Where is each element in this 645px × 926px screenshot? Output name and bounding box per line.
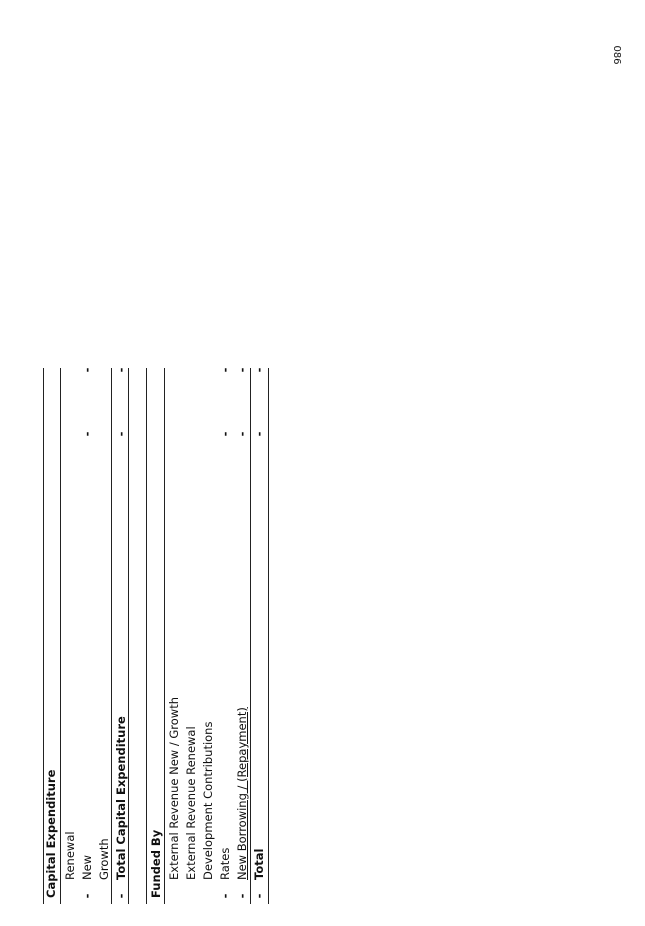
row-value-2: - — [114, 367, 128, 373]
rule-funding-heading — [164, 368, 165, 904]
row-marker: - — [252, 893, 266, 899]
row-value-1: - — [114, 431, 128, 437]
row-value-2: - — [218, 367, 232, 373]
row-label: Total — [252, 848, 266, 880]
row-label: Total Capital Expenditure — [114, 716, 128, 880]
row-value-1: - — [218, 431, 232, 437]
row-label: External Revenue New / Growth — [167, 696, 181, 880]
table-row — [166, 368, 183, 904]
table-row — [183, 368, 200, 904]
row-value-1: - — [80, 431, 94, 437]
table-row — [62, 368, 79, 904]
table-row — [234, 368, 251, 904]
row-label: Rates — [218, 847, 232, 880]
funding-table — [41, 368, 271, 904]
row-marker: - — [114, 893, 128, 899]
row-value-1: - — [252, 431, 266, 437]
row-value-2: - — [80, 367, 94, 373]
row-label: Renewal — [63, 831, 77, 880]
row-value-2: - — [235, 367, 249, 373]
rule-before-capital-total — [111, 368, 112, 904]
funding-heading: Funded By — [149, 829, 163, 898]
rule-bottom — [268, 368, 269, 904]
table-row — [217, 368, 234, 904]
row-marker: - — [235, 893, 249, 899]
capital-heading: Capital Expenditure — [44, 769, 58, 898]
row-label: External Revenue Renewal — [184, 726, 198, 880]
table-row — [79, 368, 96, 904]
row-marker: - — [80, 893, 94, 899]
row-label: New Borrowing / (Repayment) — [235, 707, 249, 880]
row-label: Growth — [97, 838, 111, 880]
row-label: Development Contributions — [201, 721, 215, 880]
page-number: 086 — [611, 45, 623, 65]
row-marker: - — [218, 893, 232, 899]
rule-after-capital-total — [128, 368, 129, 904]
funding-heading-row — [148, 368, 165, 904]
row-value-1: - — [235, 431, 249, 437]
funding-table-rotated — [41, 368, 271, 904]
row-value-2: - — [252, 367, 266, 373]
rule-before-funding — [146, 368, 147, 904]
row-label: New — [80, 854, 94, 880]
capital-heading-row — [43, 368, 60, 904]
funding-total-row — [251, 368, 268, 904]
rule-capital-heading — [60, 368, 61, 904]
table-row — [200, 368, 217, 904]
